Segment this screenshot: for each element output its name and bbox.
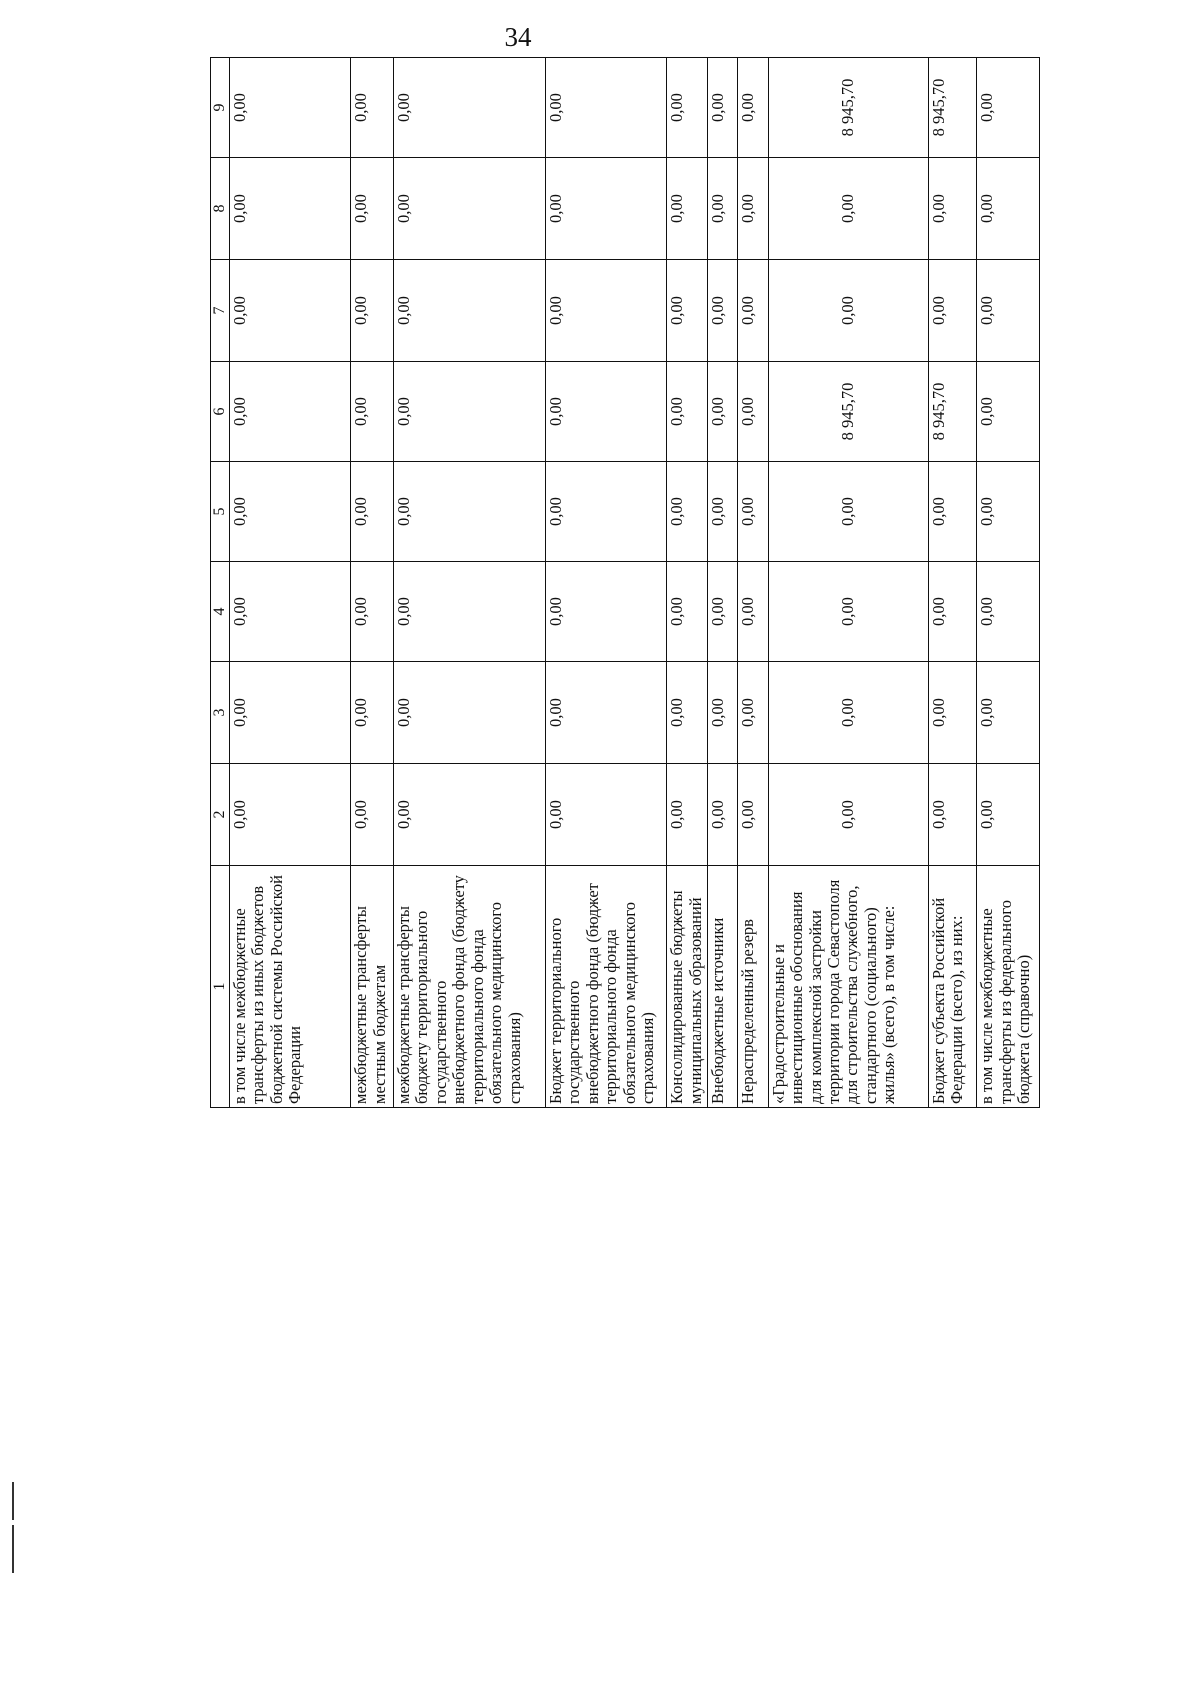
value-cell: 0,00 [738, 764, 768, 866]
value-cell: 0,00 [229, 362, 351, 462]
value-cell: 0,00 [393, 362, 545, 462]
row-label: в том числе межбюджетные трансферты из федерального бюджета (справочно) [977, 866, 1040, 1108]
value-cell: 0,00 [768, 764, 928, 866]
value-cell: 0,00 [768, 562, 928, 662]
value-cell: 0,00 [351, 562, 394, 662]
value-cell: 0,00 [667, 662, 708, 764]
value-cell: 0,00 [738, 562, 768, 662]
table-row [768, 58, 928, 1108]
value-cell: 0,00 [667, 362, 708, 462]
column-header-9: 9 [211, 58, 230, 158]
value-cell: 0,00 [667, 562, 708, 662]
value-cell: 0,00 [928, 562, 977, 662]
value-cell: 0,00 [768, 662, 928, 764]
column-header-8: 8 [211, 158, 230, 260]
column-header-2: 2 [211, 764, 230, 866]
value-cell: 0,00 [351, 764, 394, 866]
value-cell: 0,00 [229, 662, 351, 764]
value-cell: 0,00 [667, 260, 708, 362]
value-cell: 0,00 [738, 158, 768, 260]
value-cell: 0,00 [229, 764, 351, 866]
value-cell: 0,00 [928, 662, 977, 764]
table-row [393, 58, 545, 1108]
column-header-7: 7 [211, 260, 230, 362]
column-header-4: 4 [211, 562, 230, 662]
value-cell: 0,00 [393, 662, 545, 764]
value-cell: 0,00 [545, 462, 667, 562]
value-cell: 0,00 [667, 58, 708, 158]
table-row [667, 58, 708, 1108]
value-cell: 0,00 [707, 260, 737, 362]
value-cell: 0,00 [977, 58, 1040, 158]
margin-line-bottom [12, 1525, 14, 1573]
column-number-row [211, 58, 230, 1108]
value-cell: 0,00 [545, 362, 667, 462]
value-cell: 0,00 [977, 764, 1040, 866]
value-cell: 0,00 [738, 462, 768, 562]
row-label: в том числе межбюджетные трансферты из иных бюджетов бюджетной системы Российской Федерации [229, 866, 351, 1108]
row-label: Внебюджетные источники [707, 866, 737, 1108]
value-cell: 0,00 [977, 662, 1040, 764]
column-header-5: 5 [211, 462, 230, 562]
value-cell: 0,00 [707, 764, 737, 866]
value-cell: 8 945,70 [768, 362, 928, 462]
value-cell: 0,00 [667, 158, 708, 260]
row-label: Нераспределенный резерв [738, 866, 768, 1108]
value-cell: 0,00 [738, 662, 768, 764]
value-cell: 0,00 [351, 462, 394, 562]
table-row [351, 58, 394, 1108]
row-label: Бюджет территориального государственного внебюджетного фонда (бюджет территориального фонда обязательного медицинского страхования) [545, 866, 667, 1108]
value-cell: 0,00 [229, 58, 351, 158]
table-body [229, 58, 1039, 1108]
value-cell: 8 945,70 [928, 362, 977, 462]
value-cell: 0,00 [928, 462, 977, 562]
value-cell: 0,00 [977, 260, 1040, 362]
margin-line-top [12, 1482, 14, 1520]
value-cell: 0,00 [545, 158, 667, 260]
rotated-table-container [210, 58, 1040, 1108]
value-cell: 0,00 [229, 462, 351, 562]
budget-table [210, 57, 1040, 1108]
value-cell: 0,00 [351, 260, 394, 362]
column-header-6: 6 [211, 362, 230, 462]
value-cell: 0,00 [928, 260, 977, 362]
value-cell: 0,00 [229, 260, 351, 362]
value-cell: 8 945,70 [768, 58, 928, 158]
value-cell: 0,00 [707, 158, 737, 260]
value-cell: 8 945,70 [928, 58, 977, 158]
value-cell: 0,00 [545, 562, 667, 662]
value-cell: 0,00 [351, 662, 394, 764]
row-label: межбюджетные трансферты местным бюджетам [351, 866, 394, 1108]
value-cell: 0,00 [229, 158, 351, 260]
value-cell: 0,00 [738, 362, 768, 462]
value-cell: 0,00 [977, 562, 1040, 662]
value-cell: 0,00 [351, 362, 394, 462]
value-cell: 0,00 [707, 462, 737, 562]
value-cell: 0,00 [545, 58, 667, 158]
value-cell: 0,00 [928, 764, 977, 866]
value-cell: 0,00 [707, 362, 737, 462]
value-cell: 0,00 [977, 462, 1040, 562]
value-cell: 0,00 [977, 362, 1040, 462]
value-cell: 0,00 [768, 260, 928, 362]
value-cell: 0,00 [545, 260, 667, 362]
table-row [545, 58, 667, 1108]
table-row [928, 58, 977, 1108]
value-cell: 0,00 [928, 158, 977, 260]
value-cell: 0,00 [977, 158, 1040, 260]
column-header-1: 1 [211, 866, 230, 1108]
value-cell: 0,00 [393, 764, 545, 866]
value-cell: 0,00 [545, 764, 667, 866]
table-row [707, 58, 737, 1108]
value-cell: 0,00 [393, 58, 545, 158]
value-cell: 0,00 [545, 662, 667, 764]
value-cell: 0,00 [768, 462, 928, 562]
value-cell: 0,00 [768, 158, 928, 260]
column-header-3: 3 [211, 662, 230, 764]
value-cell: 0,00 [667, 462, 708, 562]
value-cell: 0,00 [351, 158, 394, 260]
row-label: Бюджет субъекта Российской Федерации (всего), из них: [928, 866, 977, 1108]
value-cell: 0,00 [738, 260, 768, 362]
value-cell: 0,00 [393, 462, 545, 562]
row-label: межбюджетные трансферты бюджету территориального государственного внебюджетного фонда (бюджету территориального фонда обязательного медицинского страхования) [393, 866, 545, 1108]
row-label: «Градостроительные и инвестиционные обоснования для комплексной застройки территории города Севастополя для строительства служебного, стандартного (социального) жилья» (всего), в том числе: [768, 866, 928, 1108]
value-cell: 0,00 [707, 58, 737, 158]
value-cell: 0,00 [667, 764, 708, 866]
value-cell: 0,00 [707, 562, 737, 662]
value-cell: 0,00 [393, 260, 545, 362]
value-cell: 0,00 [707, 662, 737, 764]
table-row [738, 58, 768, 1108]
value-cell: 0,00 [393, 562, 545, 662]
table-row [977, 58, 1040, 1108]
value-cell: 0,00 [393, 158, 545, 260]
value-cell: 0,00 [229, 562, 351, 662]
value-cell: 0,00 [351, 58, 394, 158]
row-label: Консолидированные бюджеты муниципальных образований [667, 866, 708, 1108]
page-number: 34 [504, 22, 532, 52]
table-row [229, 58, 351, 1108]
value-cell: 0,00 [738, 58, 768, 158]
